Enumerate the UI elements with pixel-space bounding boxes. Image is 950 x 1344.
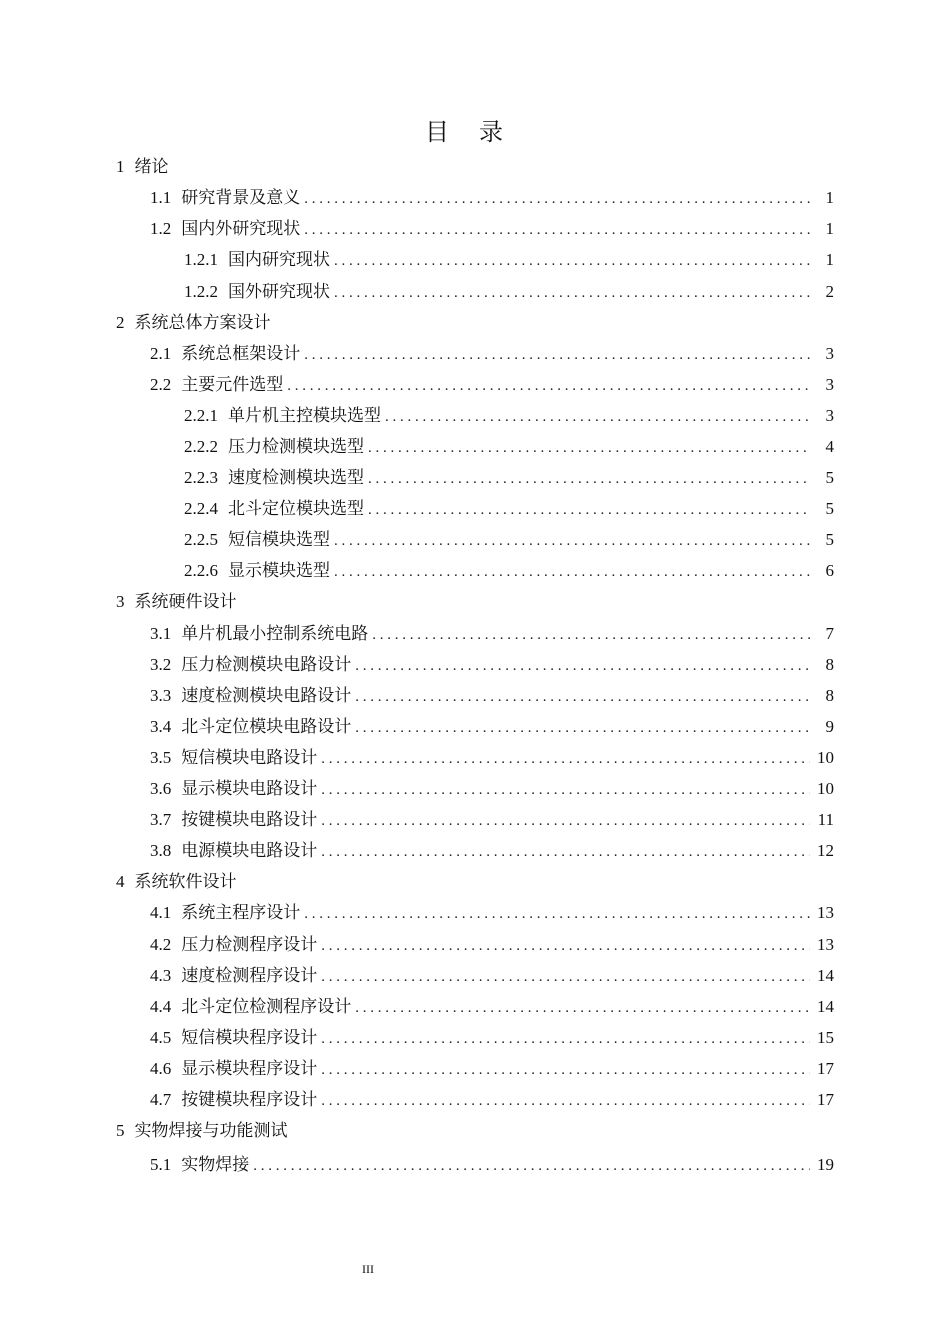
toc-entry-title: 北斗定位检测程序设计 (181, 996, 352, 1016)
toc-entry-title: 绪论 (134, 157, 169, 176)
toc-dot-leader (300, 184, 810, 215)
toc-entry-level-2[interactable] (150, 742, 834, 773)
toc-entry-title: 国内研究现状 (228, 250, 330, 270)
toc-entry-number: 2.2.5 (184, 530, 218, 550)
toc-entry-number: 4.2 (150, 934, 172, 954)
toc-entry-number: 2.2.1 (184, 405, 218, 425)
toc-entry-number: 4.1 (150, 903, 172, 923)
toc-entry-level-2[interactable] (150, 680, 834, 711)
toc-entry-title: 压力检测模块选型 (228, 436, 364, 456)
footer-page-number: III (362, 1262, 374, 1276)
toc-dot-leader (317, 837, 810, 868)
toc-dot-leader (249, 1151, 810, 1182)
toc-entry-level-3[interactable] (184, 555, 834, 586)
toc-dot-leader (300, 215, 810, 246)
toc-entry-level-3[interactable] (184, 493, 834, 524)
toc-entry-title: 压力检测程序设计 (181, 934, 318, 954)
toc-entry-page: 14 (817, 996, 834, 1016)
toc-entry-title: 研究背景及意义 (181, 188, 301, 208)
toc-entry-title: 国外研究现状 (228, 282, 330, 302)
toc-entry-number: 1.2.1 (184, 250, 218, 270)
toc-dot-leader (351, 682, 810, 713)
toc-entry-title: 短信模块程序设计 (181, 1027, 318, 1047)
toc-dot-leader (317, 1055, 810, 1086)
toc-dot-leader (330, 526, 810, 557)
toc-entry-level-2[interactable] (150, 338, 834, 369)
toc-entry-level-2[interactable] (150, 649, 834, 680)
toc-entry-title: 主要元件选型 (181, 374, 284, 394)
toc-entry-level-2[interactable] (150, 618, 834, 649)
toc-entry-number: 2.1 (150, 343, 172, 363)
toc-entry-number: 1 (116, 157, 125, 176)
toc-entry-level-3[interactable] (184, 400, 834, 431)
toc-entry-page: 19 (817, 1155, 834, 1175)
toc-entry-page: 1 (825, 188, 834, 208)
toc-entry-title: 单片机最小控制系统电路 (181, 623, 369, 643)
toc-entry-title: 国内外研究现状 (181, 219, 301, 239)
toc-dot-leader (330, 278, 810, 309)
toc-entry-number: 4.7 (150, 1090, 172, 1109)
toc-entry-number: 2 (116, 312, 125, 332)
toc-entry-level-2[interactable] (150, 213, 834, 244)
toc-entry-number: 2.2.3 (184, 468, 218, 487)
toc-entry-number: 3.3 (150, 685, 172, 705)
toc-entry-page: 15 (817, 1027, 834, 1047)
toc-entry-level-1[interactable] (116, 151, 834, 182)
toc-entry-number: 4.5 (150, 1027, 172, 1047)
toc-entry-number: 4.3 (150, 965, 172, 985)
toc-entry-number: 2.2.6 (184, 561, 218, 581)
toc-entry-number: 1.2 (150, 219, 172, 239)
toc-entry-level-3[interactable] (184, 462, 834, 493)
toc-entry-title: 系统软件设计 (134, 872, 237, 892)
toc-entry-page: 6 (825, 561, 834, 581)
toc-entry-number: 4.4 (150, 996, 172, 1016)
toc-dot-leader (351, 993, 810, 1024)
toc-entry-level-1[interactable] (116, 1115, 834, 1146)
toc-entry-page: 14 (817, 965, 834, 985)
toc-dot-leader (283, 371, 810, 402)
toc-dot-leader (381, 402, 810, 433)
toc-entry-level-1[interactable] (116, 866, 834, 897)
toc-entry-title: 实物焊接 (181, 1155, 250, 1175)
toc-entry-page: 7 (825, 623, 834, 643)
toc-entry-number: 3.8 (150, 841, 172, 861)
toc-entry-level-2[interactable] (150, 773, 834, 804)
toc-entry-level-2[interactable] (150, 1149, 834, 1180)
toc-entry-level-2[interactable] (150, 369, 834, 400)
toc-dot-leader (351, 713, 810, 744)
toc-entry-number: 1.2.2 (184, 282, 218, 302)
toc-entry-level-2[interactable] (150, 929, 834, 960)
toc-entry-page: 5 (825, 499, 834, 519)
toc-entry-level-2[interactable] (150, 1084, 834, 1115)
toc-entry-number: 3.4 (150, 716, 172, 736)
toc-entry-number: 4 (116, 872, 125, 892)
toc-entry-title: 系统主程序设计 (181, 903, 301, 923)
toc-entry-level-1[interactable] (116, 586, 834, 617)
toc-entry-title: 速度检测程序设计 (181, 965, 318, 985)
toc-entry-page: 2 (825, 282, 834, 302)
toc-entry-page: 17 (817, 1058, 834, 1078)
toc-entry-page: 5 (825, 468, 834, 487)
toc-dot-leader (364, 433, 810, 464)
toc-entry-page: 3 (825, 405, 834, 425)
toc-dot-leader (317, 931, 810, 962)
toc-dot-leader (364, 464, 810, 495)
toc-entry-page: 9 (825, 716, 834, 736)
toc-dot-leader (368, 620, 810, 651)
toc-entry-level-2[interactable] (150, 804, 834, 835)
toc-entry-title: 北斗定位模块选型 (228, 499, 364, 519)
toc-entry-page: 5 (825, 530, 834, 550)
toc-entry-level-3[interactable] (184, 244, 834, 275)
toc-entry-title: 实物焊接与功能测试 (134, 1121, 288, 1141)
toc-entry-number: 3.7 (150, 810, 172, 830)
toc-entry-level-2[interactable] (150, 835, 834, 866)
toc-entry-title: 短信模块选型 (228, 530, 330, 550)
toc-entry-title: 显示模块选型 (228, 561, 330, 581)
toc-entry-level-2[interactable] (150, 897, 834, 928)
toc-dot-leader (300, 340, 810, 371)
toc-entry-level-2[interactable] (150, 1053, 834, 1084)
toc-dot-leader (317, 962, 810, 993)
toc-entry-title: 短信模块电路设计 (181, 747, 318, 767)
toc-entry-title: 系统总体方案设计 (134, 312, 271, 332)
toc-entry-number: 3.2 (150, 654, 172, 674)
toc-entry-number: 3.6 (150, 779, 172, 798)
toc-entry-title: 单片机主控模块选型 (228, 405, 381, 425)
toc-entry-level-2[interactable] (150, 1022, 834, 1053)
toc-entry-number: 4.6 (150, 1058, 172, 1078)
toc-entry-page: 11 (817, 810, 834, 830)
toc-entry-level-2[interactable] (150, 991, 834, 1022)
toc-entry-title: 显示模块电路设计 (181, 779, 318, 798)
toc-entry-title: 系统硬件设计 (134, 592, 237, 612)
toc-entry-number: 2.2.4 (184, 499, 218, 519)
toc-entry-page: 13 (817, 934, 834, 954)
toc-entry-title: 按键模块电路设计 (181, 810, 318, 830)
toc-entry-number: 1.1 (150, 188, 172, 208)
toc-entry-page: 12 (817, 841, 834, 861)
toc-entry-page: 13 (817, 903, 834, 923)
toc-entry-level-2[interactable] (150, 711, 834, 742)
toc-dot-leader (330, 557, 810, 588)
toc-entry-number: 3 (116, 592, 125, 612)
toc-entry-level-3[interactable] (184, 276, 834, 307)
toc-entry-page: 1 (825, 219, 834, 239)
toc-dot-leader (317, 775, 810, 806)
toc-entry-title: 电源模块电路设计 (181, 841, 318, 861)
toc-entry-number: 3.1 (150, 623, 172, 643)
toc-entry-number: 2.2.2 (184, 436, 218, 456)
toc-entry-page: 3 (825, 343, 834, 363)
toc-entry-level-3[interactable] (184, 524, 834, 555)
toc-entry-level-2[interactable] (150, 960, 834, 991)
toc-entry-page: 8 (825, 685, 834, 705)
toc-entry-level-2[interactable] (150, 182, 834, 213)
toc-entry-title: 速度检测模块选型 (228, 468, 364, 487)
toc-entry-page: 4 (825, 436, 834, 456)
toc-dot-leader (317, 806, 810, 837)
toc-entry-page: 10 (817, 779, 834, 798)
toc-entry-level-3[interactable] (184, 431, 834, 462)
toc-entry-page: 3 (825, 374, 834, 394)
toc-entry-number: 5.1 (150, 1155, 172, 1175)
toc-dot-leader (317, 1086, 810, 1117)
toc-dot-leader (351, 651, 810, 682)
toc-dot-leader (300, 899, 810, 930)
page-title: 目 录 (425, 120, 515, 146)
toc-entry-number: 2.2 (150, 374, 172, 394)
toc-dot-leader (330, 246, 810, 277)
toc-entry-level-1[interactable] (116, 307, 834, 338)
toc-entry-title: 压力检测模块电路设计 (181, 654, 352, 674)
toc-entry-number: 5 (116, 1121, 125, 1141)
toc-dot-leader (317, 744, 810, 775)
toc-entry-page: 1 (825, 250, 834, 270)
toc-entry-title: 速度检测模块电路设计 (181, 685, 352, 705)
toc-entry-title: 显示模块程序设计 (181, 1058, 318, 1078)
toc-entry-title: 按键模块程序设计 (181, 1090, 318, 1109)
toc-entry-page: 17 (817, 1090, 834, 1109)
toc-entry-title: 系统总框架设计 (181, 343, 301, 363)
toc-entry-page: 10 (817, 747, 834, 767)
toc-entry-page: 8 (825, 654, 834, 674)
toc-entry-number: 3.5 (150, 747, 172, 767)
toc-dot-leader (317, 1024, 810, 1055)
toc-dot-leader (364, 495, 810, 526)
toc-entry-title: 北斗定位模块电路设计 (181, 716, 352, 736)
